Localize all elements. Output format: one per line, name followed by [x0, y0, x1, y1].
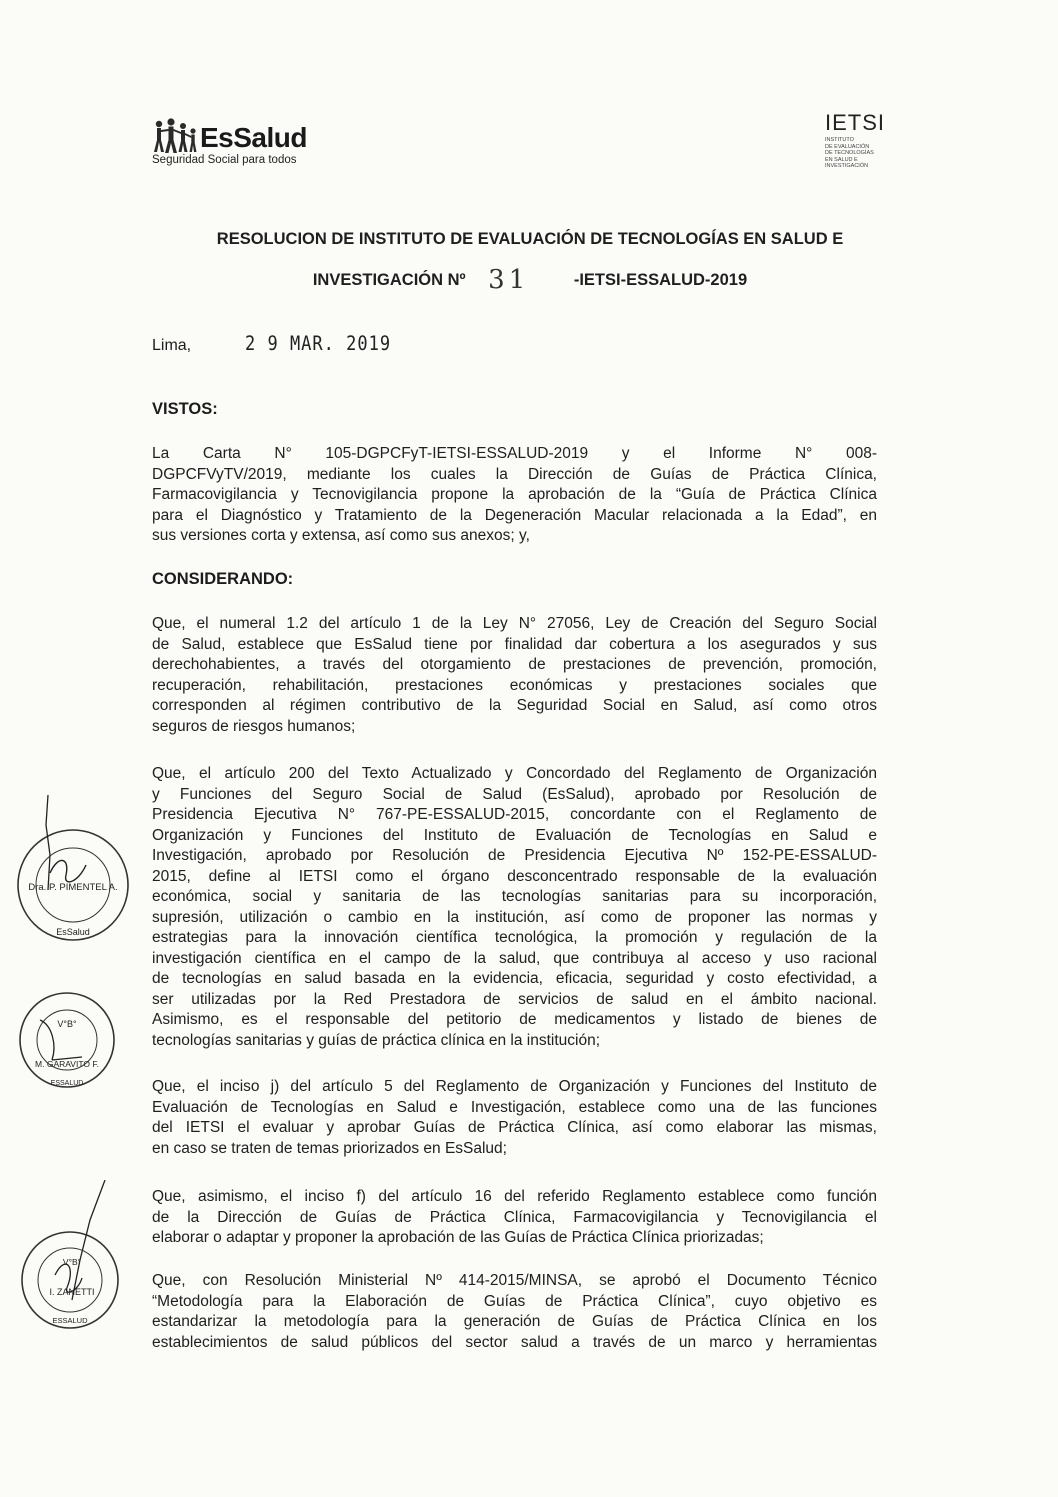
considerando-paragraph-4 — [152, 1187, 877, 1249]
text-line: seguros de riesgos humanos; — [152, 717, 356, 735]
text-line: en caso se traten de temas priorizados en EsSalud; — [152, 1139, 507, 1157]
text-line: Que, el artículo 200 del Texto Actualizado y Concordado del Reglamento de Organización — [152, 765, 877, 782]
handwritten-number: 31 — [488, 265, 530, 295]
family-figures-icon — [152, 118, 198, 154]
text-line: elaborar o adaptar y proponer la aprobación de las Guías de Práctica Clínica priorizadas; — [152, 1229, 764, 1246]
text-line: estrategias para la innovación científica tecnológica, la promoción y regulación de la — [152, 929, 877, 946]
text-line: corresponden al régimen contributivo de la Seguridad Social en Salud, así como otros — [152, 697, 877, 714]
text-line: de la Dirección de Guías de Práctica Clínica, Farmacovigilancia y Tecnovigilancia el — [152, 1208, 877, 1226]
text-line: supresión, utilización o cambio en la institución, así como de proponer las normas y — [152, 908, 877, 926]
text-line: Organización y Funciones del Instituto de Evaluación de Tecnologías en Salud e — [152, 826, 877, 844]
stamp-name: Dra. P. PIMENTEL A. — [28, 882, 118, 893]
vistos-paragraph — [152, 444, 877, 547]
text-line: económica, social y sanitaria de las tecnologías sanitarias para su incorporación, — [152, 888, 877, 905]
stamp-vb: V°B° — [57, 1019, 77, 1029]
date-stamp: 2 9 MAR. 2019 — [245, 332, 392, 356]
title-prefix: INVESTIGACIÓN Nº — [312, 271, 466, 289]
text-line: Que, con Resolución Ministerial Nº 414-2015/MINSA, se aprobó el Documento Técnico — [152, 1272, 877, 1289]
text-line: Investigación, aprobado por Resolución de Presidencia Ejecutiva Nº 152-PE-ESSALUD- — [152, 847, 877, 864]
stamp-name: I. ZANETTI — [49, 1287, 95, 1297]
stamp-bottom: ESSALUD — [52, 1316, 88, 1325]
considerando-heading: CONSIDERANDO: — [152, 570, 294, 588]
stamp-bottom: EsSalud — [56, 927, 90, 937]
text-line: 2015, define al IETSI como el órgano desconcentrado responsable de la evaluación — [152, 867, 877, 885]
ietsi-logo — [825, 112, 905, 170]
text-line: ser utilizadas por la Red Prestadora de servicios de salud en el ámbito nacional. — [152, 990, 877, 1008]
title-suffix: -IETSI-ESSALUD-2019 — [573, 271, 748, 289]
text-line: tecnologías sanitarias y guías de práctica clínica en la institución; — [152, 1031, 601, 1049]
text-line: Evaluación de Tecnologías en Salud e Investigación, establece como una de las funciones — [152, 1098, 877, 1116]
official-stamp-zanetti — [10, 1180, 130, 1340]
text-line: establecimientos de salud públicos del sector salud a través de un marco y herramientas — [152, 1333, 877, 1351]
logo-wordmark: EsSalud — [200, 122, 307, 153]
stamp-name: M. GARAVITO F. — [35, 1059, 99, 1069]
logo-tagline: Seguridad Social para todos — [152, 154, 297, 166]
text-line: Que, el inciso j) del artículo 5 del Reglamento de Organización y Funciones del Instituto de — [152, 1078, 877, 1095]
official-stamp-pimentel — [8, 795, 138, 955]
text-line: Asimismo, es el responsable del petitorio de medicamentos y listado de bienes de — [152, 1011, 877, 1028]
stamp-vb: V°B° — [62, 1257, 82, 1267]
text-line: de Salud, establece que EsSalud tiene por finalidad dar cobertura a los asegurados y sus — [152, 635, 877, 653]
text-line: sus versiones corta y extensa, así como sus anexos; y, — [152, 527, 530, 544]
text-line: Que, asimismo, el inciso f) del artículo 16 del referido Reglamento establece como función — [152, 1188, 877, 1205]
text-line: La Carta N° 105-DGPCFyT-IETSI-ESSALUD-2019 y el Informe N° 008- — [152, 445, 877, 462]
stamp-bottom: ESSALUD — [50, 1080, 84, 1087]
ietsi-subtitle: INSTITUTO DE EVALUACIÓN DE TECNOLOGÍAS EN SALUD E INVESTIGACIÓN — [825, 137, 874, 169]
text-line: DGPCFVyTV/2019, mediante los cuales la Dirección de Guías de Práctica Clínica, — [152, 465, 877, 483]
place-label: Lima, — [152, 337, 192, 354]
text-line: Farmacovigilancia y Tecnovigilancia propone la aprobación de la “Guía de Práctica Clínica — [152, 486, 877, 503]
ietsi-wordmark: IETSI — [825, 110, 886, 135]
text-line: estandarizar la metodología para la generación de Guías de Práctica Clínica en los — [152, 1313, 877, 1330]
text-line: Presidencia Ejecutiva N° 767-PE-ESSALUD-2015, concordante con el Reglamento de — [152, 806, 877, 823]
text-line: recuperación, rehabilitación, prestaciones económicas y prestaciones sociales que — [152, 676, 877, 694]
text-line: para el Diagnóstico y Tratamiento de la Degeneración Macular relacionada a la Edad”, en — [152, 506, 877, 524]
resolution-title-line2 — [150, 262, 910, 295]
resolution-title-line1: RESOLUCION DE INSTITUTO DE EVALUACIÓN DE TECNOLOGÍAS EN SALUD E — [216, 230, 844, 248]
text-line: derechohabientes, a través del otorgamiento de prestaciones de prevención, promoción, — [152, 656, 877, 673]
text-line: “Metodología para la Elaboración de Guías de Práctica Clínica”, cuyo objetivo es — [152, 1292, 877, 1310]
vistos-heading: VISTOS: — [152, 400, 218, 418]
considerando-paragraph-1 — [152, 614, 877, 737]
text-line: investigación científica en el campo de la salud, que contribuya al acceso y uso racional — [152, 949, 877, 967]
text-line: del IETSI el evaluar y aprobar Guías de Práctica Clínica, así como elaborar las mismas, — [152, 1119, 877, 1136]
official-stamp-garavito — [12, 985, 122, 1095]
considerando-paragraph-3 — [152, 1077, 877, 1159]
considerando-paragraph-5 — [152, 1271, 877, 1353]
text-line: Que, el numeral 1.2 del artículo 1 de la Ley N° 27056, Ley de Creación del Seguro Social — [152, 615, 877, 632]
essalud-logo — [152, 118, 352, 166]
text-line: de tecnologías en salud basada en la evidencia, eficacia, seguridad y costo efectividad, a — [152, 970, 877, 987]
text-line: y Funciones del Seguro Social de Salud (EsSalud), aprobado por Resolución de — [152, 785, 877, 803]
considerando-paragraph-2 — [152, 764, 877, 1051]
